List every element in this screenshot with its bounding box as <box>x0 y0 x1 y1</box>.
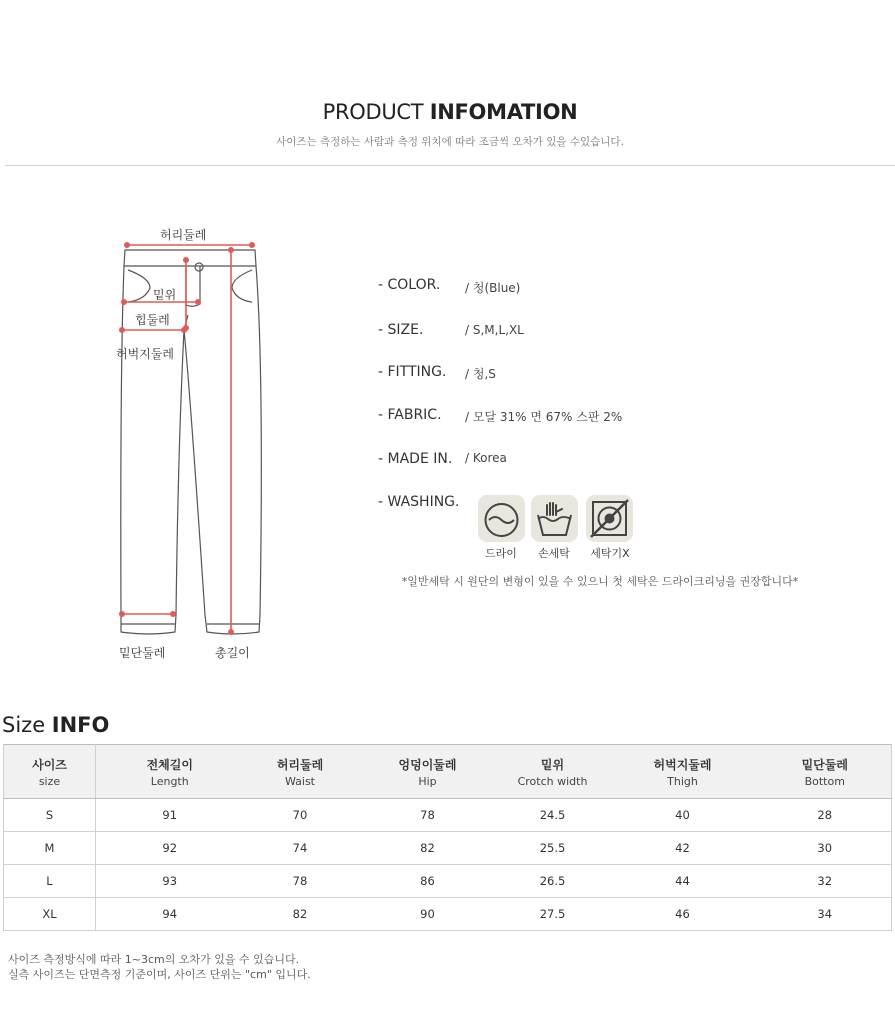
size-info-title-bold: INFO <box>51 713 110 737</box>
size-label: - SIZE. <box>378 322 424 338</box>
divider <box>5 165 895 166</box>
no-machine-wash-icon <box>586 495 633 542</box>
label-waist: 허리둘레 <box>160 228 207 242</box>
table-cell: 25.5 <box>499 832 607 865</box>
pants-outline-icon <box>100 220 300 670</box>
table-cell: 26.5 <box>499 865 607 898</box>
table-cell: 82 <box>244 898 357 931</box>
label-hip: 힙둘레 <box>135 313 170 327</box>
title-bold: INFOMATION <box>429 100 578 124</box>
wash-label-machine: 세탁기X <box>590 547 630 560</box>
size-table <box>3 744 892 931</box>
hand-wash-icon <box>531 495 578 542</box>
title-light: PRODUCT <box>322 100 424 124</box>
table-cell: 34 <box>759 898 892 931</box>
made-in-value: / Korea <box>465 451 507 465</box>
made-in-label: - MADE IN. <box>378 451 453 467</box>
color-value: / 청(Blue) <box>465 281 521 295</box>
table-cell: 90 <box>357 898 499 931</box>
table-cell: XL <box>4 898 96 931</box>
label-hem: 밑단둘레 <box>119 646 166 660</box>
table-cell: 46 <box>607 898 759 931</box>
size-info-title-light: Size <box>2 713 46 737</box>
table-cell: 32 <box>759 865 892 898</box>
table-cell: L <box>4 865 96 898</box>
fitting-value: / 청,S <box>465 367 496 381</box>
table-cell: 86 <box>357 865 499 898</box>
header-crotch: 밑위 Crotch width <box>499 745 607 799</box>
header-bottom: 밑단둘레 Bottom <box>759 745 892 799</box>
footnote-line-2: 실측 사이즈는 단면측정 기준이며, 사이즈 단위는 "cm" 입니다. <box>8 968 311 981</box>
header-thigh: 허벅지둘레 Thigh <box>607 745 759 799</box>
table-header-row <box>4 745 892 799</box>
table-cell: 78 <box>244 865 357 898</box>
table-cell: 42 <box>607 832 759 865</box>
color-label: - COLOR. <box>378 277 441 293</box>
table-cell: M <box>4 832 96 865</box>
wash-label-dry: 드라이 <box>485 547 517 560</box>
label-length: 총길이 <box>215 646 250 660</box>
footnote-line-1: 사이즈 측정방식에 따라 1~3cm의 오차가 있을 수 있습니다. <box>8 953 300 966</box>
size-value: / S,M,L,XL <box>465 323 524 337</box>
table-cell: 94 <box>96 898 244 931</box>
table-cell: 91 <box>96 799 244 832</box>
table-cell: 30 <box>759 832 892 865</box>
table-cell: 93 <box>96 865 244 898</box>
size-info-title <box>2 713 109 737</box>
table-cell: 82 <box>357 832 499 865</box>
header-length: 전체길이 Length <box>96 745 244 799</box>
header-size: 사이즈 size <box>4 745 96 799</box>
fabric-label: - FABRIC. <box>378 407 442 423</box>
table-row <box>4 832 892 865</box>
washing-note: *일반세탁 시 원단의 변형이 있을 수 있으니 첫 세탁은 드라이크리닝을 권장합니다* <box>401 575 799 588</box>
table-cell: 28 <box>759 799 892 832</box>
dry-clean-icon <box>478 495 525 542</box>
wash-label-hand: 손세탁 <box>538 547 570 560</box>
table-row <box>4 799 892 832</box>
page-title <box>0 100 895 124</box>
header-waist: 허리둘레 Waist <box>244 745 357 799</box>
label-rise: 밑위 <box>153 288 177 302</box>
table-cell: 74 <box>244 832 357 865</box>
table-cell: 40 <box>607 799 759 832</box>
table-cell: 24.5 <box>499 799 607 832</box>
table-row <box>4 865 892 898</box>
page-subtitle: 사이즈는 측정하는 사람과 측정 위치에 따라 조금씩 오차가 있을 수있습니다. <box>276 136 624 148</box>
washing-label: - WASHING. <box>378 494 460 510</box>
header-hip: 엉덩이둘레 Hip <box>357 745 499 799</box>
table-cell: 27.5 <box>499 898 607 931</box>
table-cell: 44 <box>607 865 759 898</box>
table-cell: 92 <box>96 832 244 865</box>
fabric-value: / 모달 31% 면 67% 스판 2% <box>465 410 623 424</box>
table-cell: 78 <box>357 799 499 832</box>
table-cell: S <box>4 799 96 832</box>
label-thigh: 허벅지둘레 <box>116 347 174 361</box>
table-cell: 70 <box>244 799 357 832</box>
fitting-label: - FITTING. <box>378 364 447 380</box>
table-row <box>4 898 892 931</box>
pants-diagram <box>100 220 300 670</box>
